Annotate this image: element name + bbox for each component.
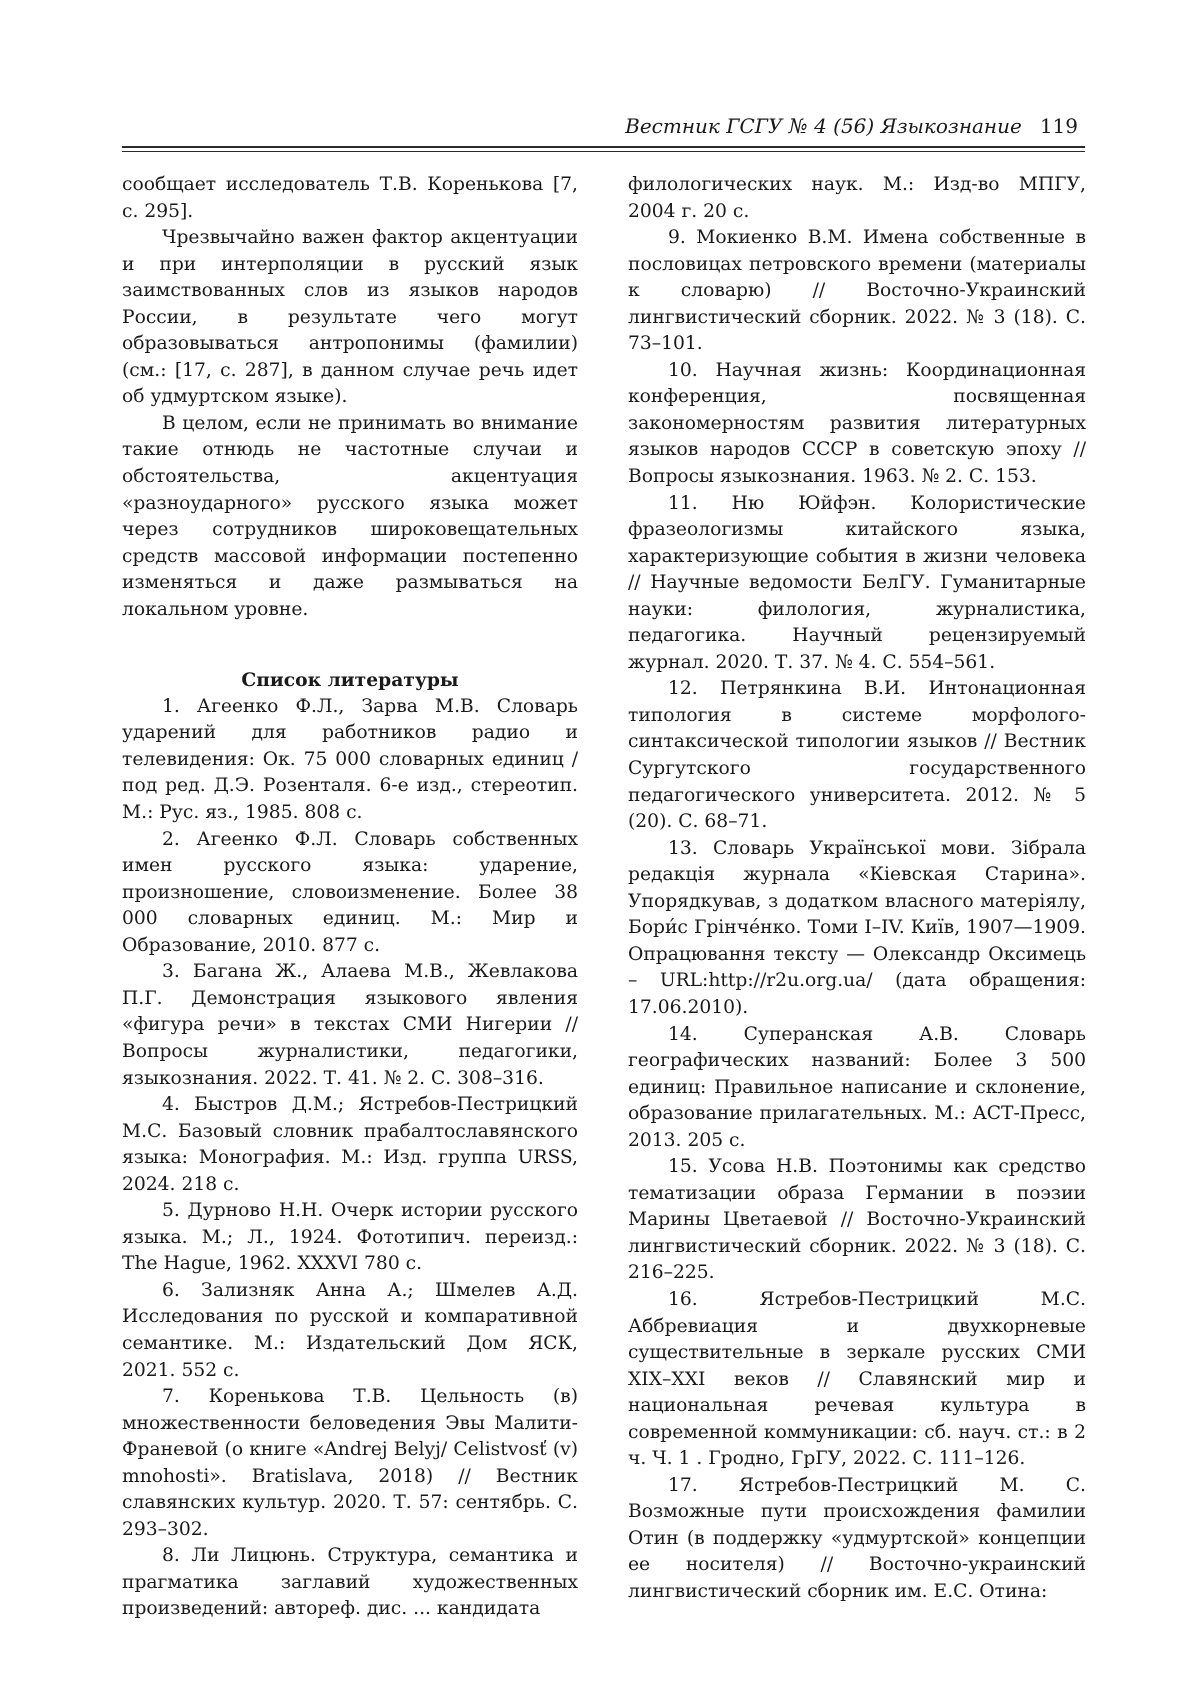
reference-item: 11. Ню Юйфэн. Колористические фразеологизмы китайского языка, характеризующие события в жизни человека // Научные ведомости БелГУ. Гуманитарные науки: филология, журналистика, педагогика. Научный рецензируемый журнал. 2020. Т. 37. № 4. С. 554–561.	[628, 492, 1086, 673]
reference-item: 2. Агеенко Ф.Л. Словарь собственных имен русского языка: ударение, произношение, словоизменение. Более 38 000 словарных единиц. М.: Мир и Образование, 2010. 877 с.	[122, 828, 578, 956]
reference-item: 4. Быстров Д.М.; Ястребов-Пестрицкий М.С. Базовый словник прабалтославянского языка: Монография. М.: Изд. группа URSS, 2024. 218 с.	[122, 1094, 578, 1195]
reference-item: 5. Дурново Н.Н. Очерк истории русского языка. М.; Л., 1924. Фототипич. переизд.: The Hague, 1962. XXXVI 780 с.	[122, 1200, 578, 1275]
reference-item: 14. Суперанская А.В. Словарь географических названий: Более 3 500 единиц: Правильное написание и склонение, образование прилагательных. М.: АСТ-Пресс, 2013. 205 с.	[628, 1023, 1086, 1151]
body-paragraph: Чрезвычайно важен фактор акцентуации и при интерполяции в русский язык заимствованных слов из языков народов России, в результате чего могут образовываться антропонимы (фамилии) (см.: [17, с. 287], в данном случае речь идет об удмуртском языке).	[122, 227, 578, 408]
reference-item: 8. Ли Лицюнь. Структура, семантика и прагматика заглавий художественных произведений: автореф. дис. ... кандидата	[122, 1545, 578, 1620]
reference-item: 17. Ястребов-Пестрицкий М. С. Возможные пути происхождения фамилии Отин (в поддержку «удмуртской» концепции ее носителя) // Восточно-украинский лингвистический сборник им. Е.С. Отина:	[628, 1474, 1086, 1602]
reference-item: 1. Агеенко Ф.Л., Зарва М.В. Словарь ударений для работников радио и телевидения: Ок. 75 000 словарных единиц / под ред. Д.Э. Розенталя. 6-е изд., стереотип. М.: Рус. яз., 1985. 808 с.	[122, 695, 578, 824]
reference-item-continued: филологических наук. М.: Изд-во МПГУ, 2004 г. 20 с.	[628, 174, 1086, 222]
body-paragraph: В целом, если не принимать во внимание такие отнюдь не частотные случаи и обстоятельства, акцентуация «разноударного» русского языка может через сотрудников широковещательных средств массовой информации постепенно изменяться и даже размываться на локальном уровне.	[122, 412, 578, 620]
reference-item: 9. Мокиенко В.М. Имена собственные в пословицах петровского времени (материалы к словарю) // Восточно-Украинский лингвистический сборник. 2022. № 3 (18). С. 73–101.	[628, 227, 1086, 355]
reference-item: 10. Научная жизнь: Координационная конференция, посвященная закономерностям развития литературных языков народов СССР в советскую эпоху // Вопросы языкознания. 1963. № 2. С. 153.	[628, 359, 1086, 488]
references-heading: Список литературы	[241, 669, 459, 692]
header-rule-thin	[122, 151, 1085, 152]
journal-title: Вестник ГСГУ № 4 (56) Языкознание	[625, 114, 1022, 138]
running-header	[625, 114, 1078, 138]
left-column	[122, 172, 578, 1623]
page-number: 119	[1039, 114, 1078, 138]
reference-item: 13. Словарь Української мови. Зібрала редакція журнала «Кіевская Старина». Упорядкував, з додатком власного матеріялу, Бори́с Грінче́нко. Томи I–IV. Київ, 1907—1909. Опрацювання тексту — Олександр Оксимець – URL:http://r2u.org.ua/ (дата обращения: 17.06.2010).	[628, 837, 1086, 1018]
header-rule-thick	[122, 146, 1085, 148]
body-paragraph: сообщает исследователь Т.В. Коренькова [7, с. 295].	[122, 174, 578, 222]
reference-item: 7. Коренькова Т.В. Цельность (в) множественности беловедения Эвы Малити-Франевой (о книге «Andrej Belyj/ Celistvosť (v) mnohosti». Bratislava, 2018) // Вестник славянских культур. 2020. Т. 57: сентябрь. С. 293–302.	[122, 1386, 578, 1540]
right-column	[628, 172, 1086, 1606]
reference-item: 12. Петрянкина В.И. Интонационная типология в системе морфолого-синтаксической типологии языков // Вестник Сургутского государственного педагогического университета. 2012. № 5 (20). С. 68–71.	[628, 678, 1086, 833]
reference-item: 3. Багана Ж., Алаева М.В., Жевлакова П.Г. Демонстрация языкового явления «фигура речи» в текстах СМИ Нигерии // Вопросы журналистики, педагогики, языкознания. 2022. Т. 41. № 2. С. 308–316.	[122, 961, 578, 1089]
reference-item: 16. Ястребов-Пестрицкий М.С. Аббревиация и двухкорневые существительные в зеркале русских СМИ XIX–XXI веков // Славянский мир и национальная речевая культура в современной коммуникации: сб. науч. ст.: в 2 ч. Ч. 1 . Гродно, ГрГУ, 2022. С. 111–126.	[628, 1288, 1086, 1470]
reference-item: 15. Усова Н.В. Поэтонимы как средство тематизации образа Германии в поэзии Марины Цветаевой // Восточно-Украинский лингвистический сборник. 2022. № 3 (18). С. 216–225.	[628, 1156, 1086, 1284]
reference-item: 6. Зализняк Анна А.; Шмелев А.Д. Исследования по русской и компаративной семантике. М.: Издательский Дом ЯСК, 2021. 552 с.	[122, 1279, 578, 1381]
